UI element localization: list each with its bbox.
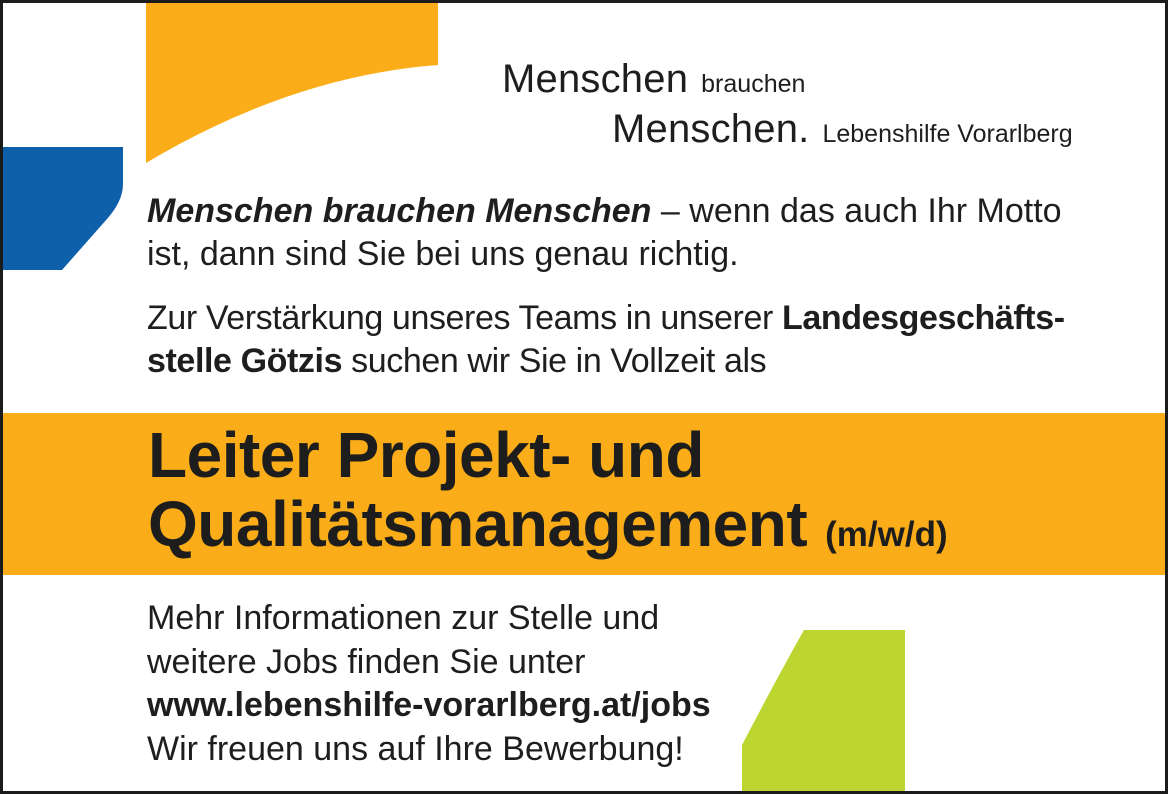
team-paragraph [147, 297, 1065, 383]
team-line1-regular: Zur Verstärkung unseres Teams in unserer [147, 299, 782, 337]
footer-paragraph [147, 597, 711, 771]
intro-line1 [147, 190, 1062, 233]
footer-line2: weitere Jobs finden Sie unter [147, 642, 586, 681]
intro-motto: Menschen brauchen Menschen [147, 192, 652, 230]
logo-line2 [612, 107, 1073, 156]
intro-paragraph [147, 190, 1062, 276]
team-line2-bold: stelle Götzis [147, 342, 343, 380]
orange-swoosh-shape [146, 3, 438, 163]
logo-brauchen: brauchen [701, 70, 806, 98]
blue-corner-shape [3, 147, 123, 270]
mwd-suffix: (m/w/d) [825, 515, 948, 554]
intro-line1-rest: – wenn das auch Ihr Motto [651, 192, 1062, 230]
team-line1 [147, 297, 1065, 340]
logo-org-name: Lebenshilfe Vorarlberg [822, 120, 1073, 148]
footer-line4: Wir freuen uns auf Ihre Bewerbung! [147, 729, 684, 768]
job-title [148, 421, 948, 569]
logo-menschen-2: Menschen. [612, 107, 810, 151]
job-title-line2 [148, 490, 948, 569]
logo-line1 [502, 57, 805, 106]
team-line1-bold: Landesgeschäfts- [781, 299, 1065, 337]
footer-line3 [147, 684, 711, 728]
website-link[interactable]: www.lebenshilfe-vorarlberg.at/jobs [147, 686, 711, 724]
team-line2-regular: suchen wir Sie in Vollzeit als [342, 342, 767, 380]
green-corner-shape [742, 630, 905, 791]
logo-menschen-1: Menschen [502, 57, 689, 101]
footer-line1: Mehr Informationen zur Stelle und [147, 599, 660, 637]
job-title-line1: Leiter Projekt- und [148, 419, 704, 491]
team-line2 [147, 340, 1065, 383]
intro-line2: ist, dann sind Sie bei uns genau richtig. [147, 235, 739, 273]
job-title-line2-text: Qualitätsmanagement [148, 488, 808, 560]
